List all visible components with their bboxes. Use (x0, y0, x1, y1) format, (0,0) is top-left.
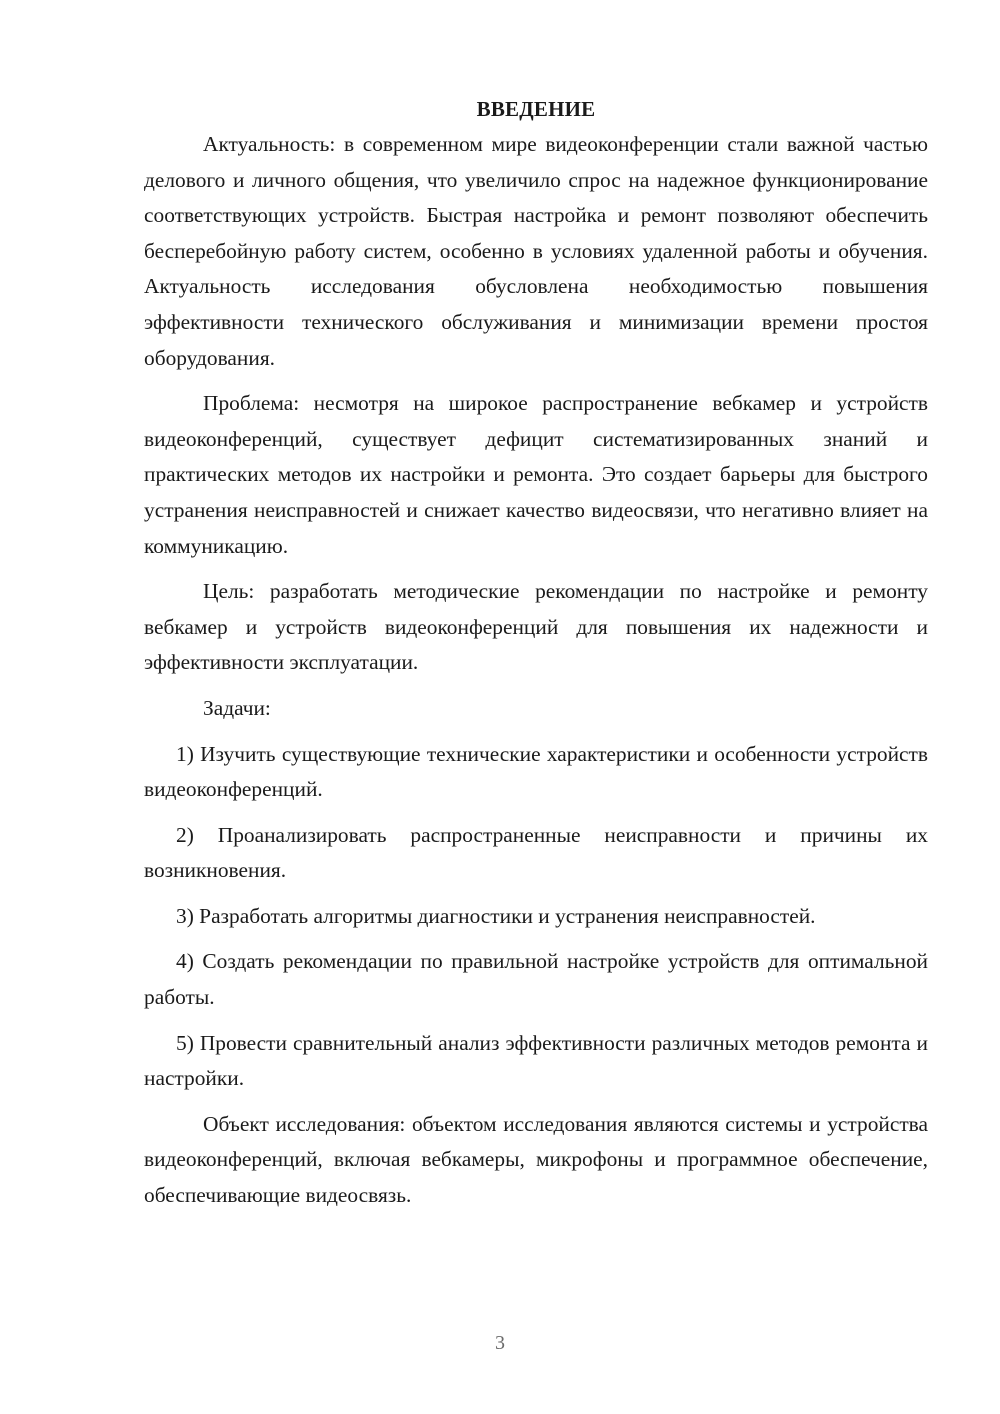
task-item-4: 4) Создать рекомендации по правильной настройке устройств для оптимальной работы. (144, 949, 928, 1010)
paragraph-problem: Проблема: несмотря на широкое распространение вебкамер и устройств видеоконференций, существует дефицит систематизированных знаний и практических методов их настройки и ремонта. Это создает барьеры для быстрого устранения неисправностей и снижает качество видеосвязи, что негативно влияет на коммуникацию. (144, 391, 928, 558)
paragraph-object: Объект исследования: объектом исследования являются системы и устройства видеоконференций, включая вебкамеры, микрофоны и программное обеспечение, обеспечивающие видеосвязь. (144, 1111, 928, 1208)
task-item-1: 1) Изучить существующие технические характеристики и особенности устройств видеоконференций. (144, 741, 928, 802)
paragraph-relevance: Актуальность: в современном мире видеоконференции стали важной частью делового и личного общения, что увеличило спрос на надежное функционирование соответствующих устройств. Быстрая настройка и ремонт позволяют обеспечить бесперебойную работу систем, особенно в условиях удаленной работы и обучения. Актуальность исследования обусловлена необходимостью повышения эффективности технического обслуживания и минимизации времени простоя оборудования. (144, 132, 928, 370)
document-page (144, 92, 928, 1214)
task-item-2: 2) Проанализировать распространенные неисправности и причины их возникновения. (144, 822, 928, 883)
task-item-3: 3) Разработать алгоритмы диагностики и устранения неисправностей. (176, 903, 816, 928)
paragraph-goal: Цель: разработать методические рекомендации по настройке и ремонту вебкамер и устройств видеоконференций для повышения их надежности и эффективности эксплуатации. (144, 579, 928, 675)
page-number: 3 (495, 1332, 505, 1354)
section-title: ВВЕДЕНИЕ (476, 97, 596, 121)
task-item-5: 5) Провести сравнительный анализ эффективности различных методов ремонта и настройки. (144, 1030, 928, 1091)
tasks-heading: Задачи: (203, 695, 271, 720)
